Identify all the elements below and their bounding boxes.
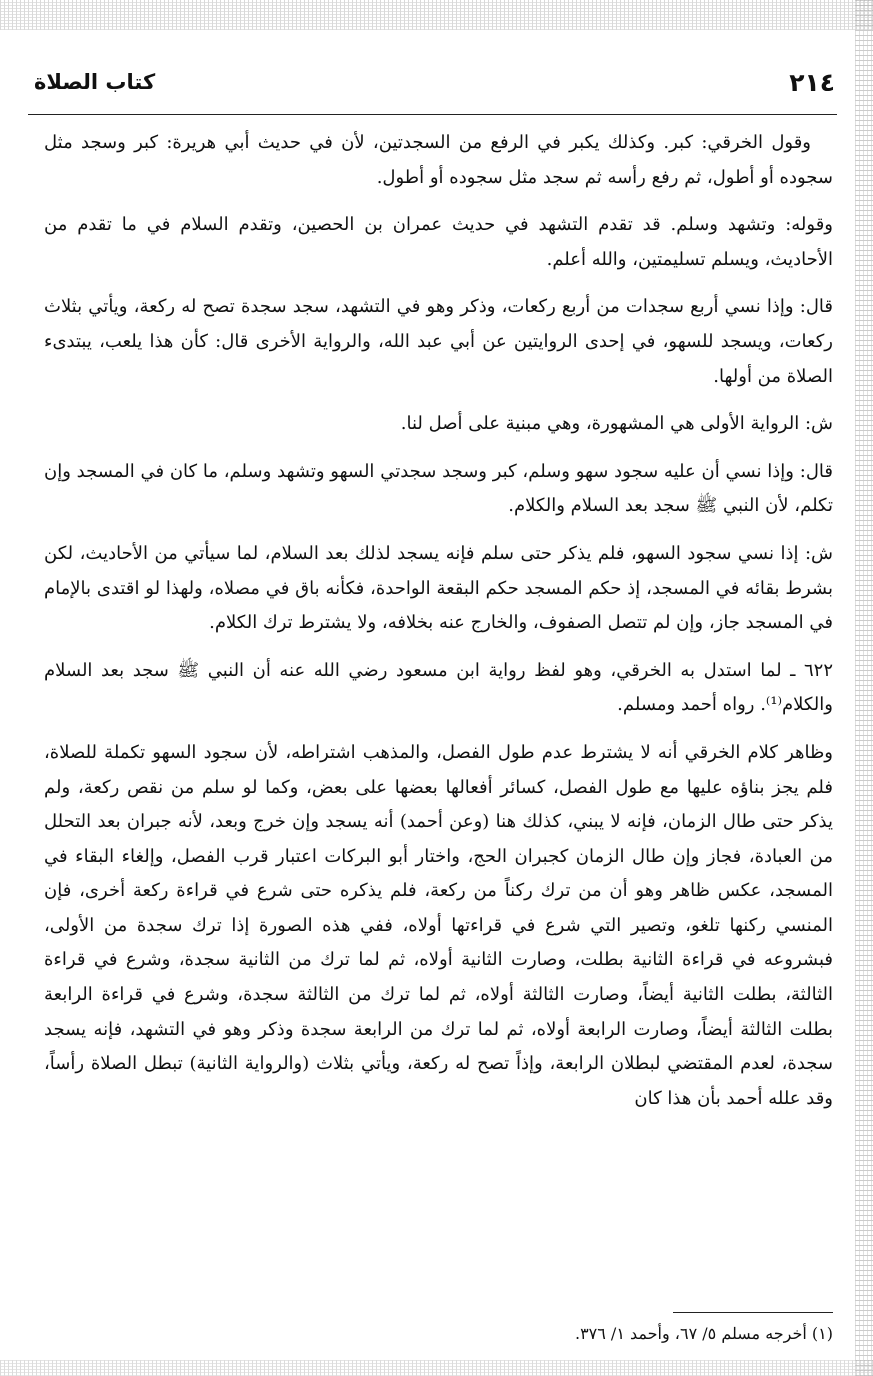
- ornamental-border-right: [855, 0, 873, 1376]
- paragraph: ش: الرواية الأولى هي المشهورة، وهي مبنية على أصل لنا.: [400, 413, 833, 435]
- footnote-rule: [673, 1312, 833, 1313]
- paragraph: وظاهر كلام الخرقي أنه لا يشترط عدم طول الفصل، والمذهب اشتراطه، لأن سجود السهو تكملة للصلاة، فلم يجز بناؤه عليها مع طول الفصل، كسائر أفعالها بعضها على بعض، وكما لو سلم من نقص ركعة، ولم يذكر حتى طال الزمان، فإنه لا يبني، كذلك هنا (وعن أحمد) أنه يسجد وإن خرج وبعد، لأنه جبران بعد التحلل من العبادة، فجاز وإن طال الزمان كجبران الحج، واختار أبو البركات اعتبار قرب الفصل، وإلغاء البقاء في المسجد، عكس ظاهر وهو أن من ترك ركناً من ركعة، فلم يذكره حتى شرع في قراءة ركعة أخرى، فإن المنسي ركنها تلغو، وتصير التي شرع في قراءتها أولاه، ففي هذه الصورة إذا ترك سجدة من الأولى، فبشروعه في قراءة الثانية بطلت، وصارت الثانية أولاه، ثم لما ترك من الثانية سجدة، وشرع في قراءة الثالثة، بطلت الثانية أيضاً، وصارت الثالثة أولاه، ثم لما ترك من الثالثة سجدة، وشرع في قراءة الرابعة بطلت الثالثة أيضاً، وصارت الرابعة أولاه، ثم لما ترك من الرابعة سجدة وذكر وهو في التشهد، فإنه يسجد سجدة، لعدم المقتضي لبطلان الرابعة، وإذاً تصح له ركعة، ويأتي بثلاث (والرواية الثانية) تبطل الصلاة رأساً، وقد علله أحمد بأن هذا كان: [44, 741, 833, 1109]
- hadith-paragraph: ٦٢٢ ـ لما استدل به الخرقي، وهو لفظ رواية ابن مسعود رضي الله عنه أن النبي ﷺ سجد بعد السلام والكلام⁽¹⁾. رواه أحمد ومسلم.: [44, 659, 833, 716]
- page-header: [34, 68, 835, 102]
- paragraph: قال: وإذا نسي أربع سجدات من أربع ركعات، وذكر وهو في التشهد، سجد سجدة تصح له ركعة، ويأتي بثلاث ركعات، ويسجد للسهو، في إحدى الروايتين عن أبي عبد الله، والرواية الأخرى قال: كأن هذا يلعب، يبتدىء الصلاة من أولها.: [44, 296, 833, 387]
- ornamental-border-top: [0, 0, 873, 30]
- page-number: ٢١٤: [789, 68, 835, 97]
- ornamental-border-bottom: [0, 1360, 873, 1376]
- footnote: (١) أخرجه مسلم ٥/ ٦٧، وأحمد ١/ ٣٧٦.: [574, 1324, 833, 1343]
- main-text: [44, 126, 833, 1129]
- paragraph: وقوله: وتشهد وسلم. قد تقدم التشهد في حديث عمران بن الحصين، وتقدم السلام في ما تقدم من الأحاديث، ويسلم تسليمتين، والله أعلم.: [44, 214, 833, 270]
- paragraph: قال: وإذا نسي أن عليه سجود سهو وسلم، كبر وسجد سجدتي السهو وتشهد وسلم، ما كان في المسجد وإن تكلم، لأن النبي ﷺ سجد بعد السلام والكلام.: [44, 460, 833, 517]
- header-rule: [28, 114, 837, 115]
- paragraph: ش: إذا نسي سجود السهو، فلم يذكر حتى سلم فإنه يسجد لذلك بعد السلام، لما سيأتي من الأحاديث، لكن بشرط بقائه في المسجد، إذ حكم المسجد حكم البقعة الواحدة، فكأنه باق في مصلاه، ولهذا لو اقتدى بالإمام في المسجد جاز، وإن لم تتصل الصفوف، والخارج عنه بخلافه، ولا يشترط ترك الكلام.: [44, 542, 833, 634]
- paragraph: وقول الخرقي: كبر. وكذلك يكبر في الرفع من السجدتين، لأن في حديث أبي هريرة: كبر وسجد مثل سجوده أو أطول، ثم رفع رأسه ثم سجد مثل سجوده أو أطول.: [44, 132, 833, 188]
- running-title: كتاب الصلاة: [34, 70, 156, 94]
